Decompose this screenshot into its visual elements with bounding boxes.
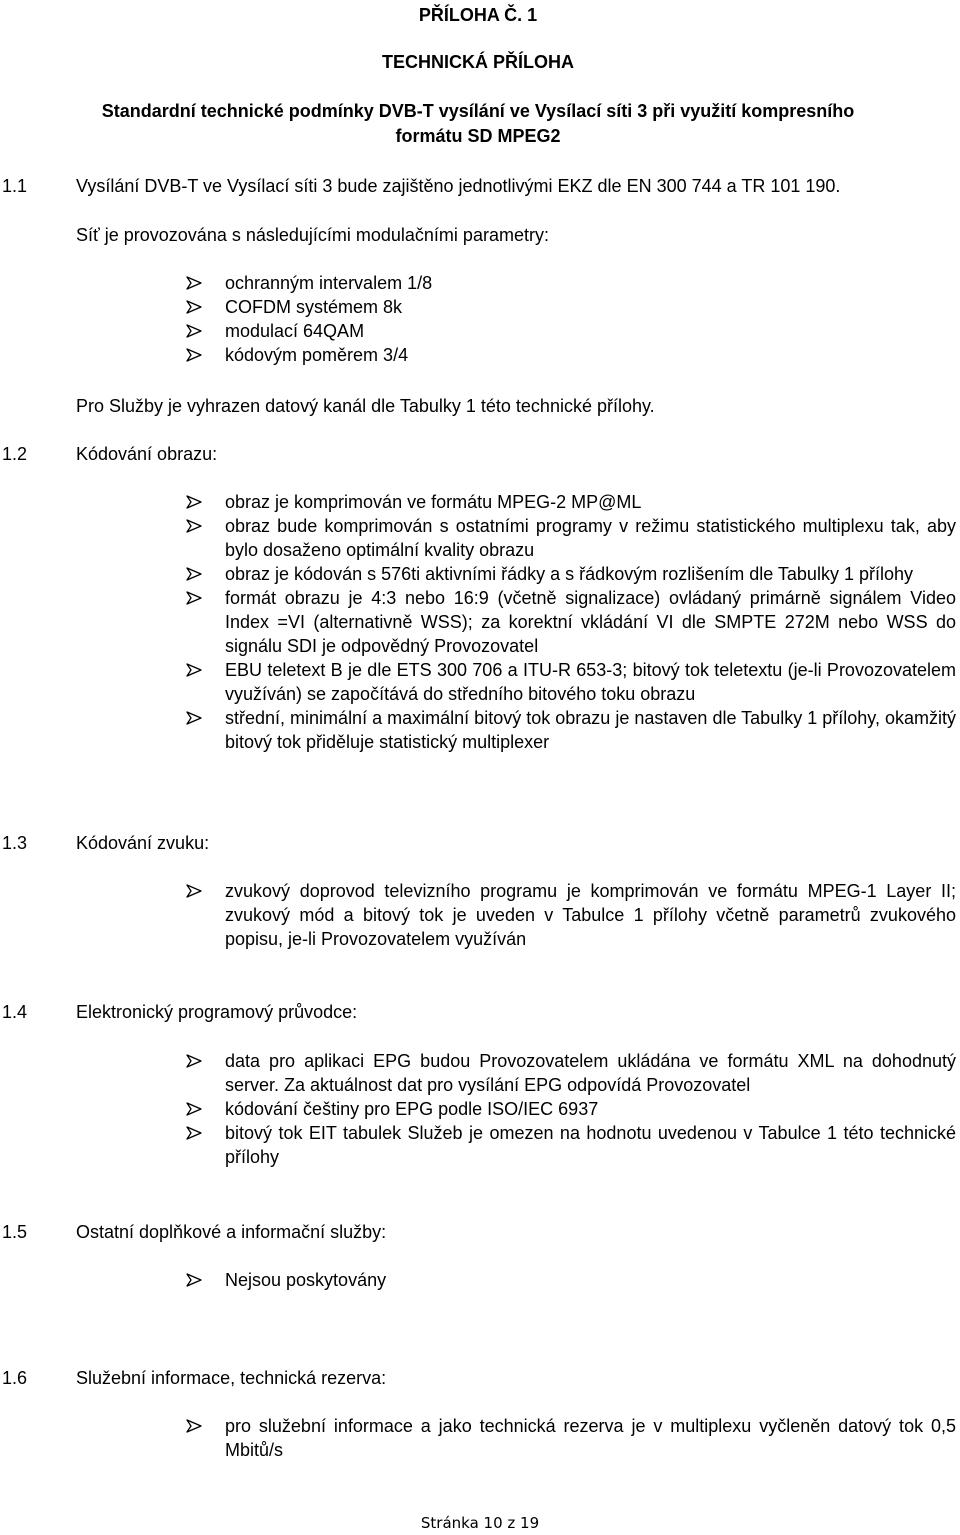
section-1-1-text: Vysílání DVB-T ve Vysílací síti 3 bude zajištěno jednotlivými EKZ dle EN 300 744 a TR 101 190. xyxy=(76,176,841,196)
list-item-text: obraz je kódován s 576ti aktivními řádky a s řádkovým rozlišením dle Tabulky 1 přílohy xyxy=(225,564,913,584)
section-1-1-number: 1.1 xyxy=(2,176,28,196)
arrow-bullet-icon xyxy=(186,711,202,725)
list-item-text: formát obrazu je 4:3 nebo 16:9 (včetně signalizace) ovládaný primárně signálem Video Index =VI (alternativně WSS); za korektní vkládání VI dle SMPTE 272M nebo WSS do signálu SDI je odpovědný Provozovatel xyxy=(225,588,956,656)
document-title: TECHNICKÁ PŘÍLOHA xyxy=(382,52,574,72)
section-1-6-list xyxy=(186,1414,956,1462)
list-item xyxy=(186,706,956,754)
list-item xyxy=(186,514,956,562)
section-1-5-title: Ostatní doplňkové a informační služby: xyxy=(76,1222,387,1242)
list-item-text: data pro aplikaci EPG budou Provozovatelem ukládána ve formátu XML na dohodnutý server. Za aktuálnost dat pro vysílání EPG odpovídá Provozovatel xyxy=(225,1051,956,1095)
list-item-text: bitový tok EIT tabulek Služeb je omezen na hodnotu uvedenou v Tabulce 1 této technické přílohy xyxy=(225,1123,956,1167)
section-1-1-text2: Síť je provozována s následujícími modulačními parametry: xyxy=(76,225,549,245)
arrow-bullet-icon xyxy=(186,591,202,605)
list-item xyxy=(186,490,956,514)
section-1-1-note: Pro Služby je vyhrazen datový kanál dle Tabulky 1 této technické přílohy. xyxy=(76,396,655,416)
list-item-text: Nejsou poskytovány xyxy=(225,1270,387,1290)
list-item-text: kódovým poměrem 3/4 xyxy=(225,345,409,365)
section-1-3-list xyxy=(186,879,956,951)
list-item xyxy=(186,1121,956,1169)
section-1-6-title: Služební informace, technická rezerva: xyxy=(76,1368,387,1388)
arrow-bullet-icon xyxy=(186,348,202,362)
annex-title: PŘÍLOHA Č. 1 xyxy=(418,5,538,25)
list-item-text: kódování češtiny pro EPG podle ISO/IEC 6937 xyxy=(225,1099,599,1119)
arrow-bullet-icon xyxy=(186,324,202,338)
document-subtitle-line1: Standardní technické podmínky DVB-T vysílání ve Vysílací síti 3 při využití kompresního xyxy=(101,101,855,121)
list-item xyxy=(186,1097,956,1121)
list-item-text: EBU teletext B je dle ETS 300 706 a ITU-R 653-3; bitový tok teletextu (je-li Provozovatelem využíván) se započítává do středního bitového toku obrazu xyxy=(225,660,956,704)
section-1-4-list xyxy=(186,1049,956,1169)
arrow-bullet-icon xyxy=(186,1273,202,1287)
list-item xyxy=(186,1268,956,1292)
list-item-text: pro služební informace a jako technická rezerva je v multiplexu vyčleněn datový tok 0,5 Mbitů/s xyxy=(225,1416,956,1460)
arrow-bullet-icon xyxy=(186,1102,202,1116)
section-1-2-number: 1.2 xyxy=(2,444,28,464)
section-1-5-number: 1.5 xyxy=(2,1222,28,1242)
list-item xyxy=(186,271,956,295)
list-item xyxy=(186,879,956,951)
list-item-text: střední, minimální a maximální bitový tok obrazu je nastaven dle Tabulky 1 přílohy, okamžitý bitový tok přiděluje statistický multiplexer xyxy=(225,708,956,752)
section-1-1-list xyxy=(186,271,956,367)
arrow-bullet-icon xyxy=(186,300,202,314)
list-item xyxy=(186,562,956,586)
arrow-bullet-icon xyxy=(186,567,202,581)
list-item xyxy=(186,1049,956,1097)
arrow-bullet-icon xyxy=(186,1126,202,1140)
arrow-bullet-icon xyxy=(186,276,202,290)
list-item xyxy=(186,343,956,367)
arrow-bullet-icon xyxy=(186,1419,202,1433)
list-item-text: zvukový doprovod televizního programu je komprimován ve formátu MPEG-1 Layer II; zvukový mód a bitový tok je uveden v Tabulce 1 přílohy včetně parametrů zvukového popisu, je-li Provozovatelem využíván xyxy=(225,881,956,949)
section-1-3-title: Kódování zvuku: xyxy=(76,833,210,853)
list-item xyxy=(186,658,956,706)
section-1-4-number: 1.4 xyxy=(2,1002,28,1022)
section-1-6-number: 1.6 xyxy=(2,1368,28,1388)
list-item xyxy=(186,319,956,343)
section-1-5-list xyxy=(186,1268,956,1292)
section-1-4-title: Elektronický programový průvodce: xyxy=(76,1002,358,1022)
list-item-text: obraz bude komprimován s ostatními programy v režimu statistického multiplexu tak, aby bylo dosaženo optimální kvality obrazu xyxy=(225,516,956,560)
list-item xyxy=(186,586,956,658)
list-item-text: ochranným intervalem 1/8 xyxy=(225,273,433,293)
section-1-2-list xyxy=(186,490,956,754)
list-item-text: COFDM systémem 8k xyxy=(225,297,403,317)
arrow-bullet-icon xyxy=(186,1054,202,1068)
list-item-text: modulací 64QAM xyxy=(225,321,365,341)
list-item xyxy=(186,1414,956,1462)
arrow-bullet-icon xyxy=(186,519,202,533)
arrow-bullet-icon xyxy=(186,884,202,898)
list-item xyxy=(186,295,956,319)
section-1-2-title: Kódování obrazu: xyxy=(76,444,218,464)
arrow-bullet-icon xyxy=(186,495,202,509)
section-1-3-number: 1.3 xyxy=(2,833,28,853)
arrow-bullet-icon xyxy=(186,663,202,677)
document-subtitle-line2: formátu SD MPEG2 xyxy=(395,126,561,146)
list-item-text: obraz je komprimován ve formátu MPEG-2 MP@ML xyxy=(225,492,642,512)
page-footer: Stránka 10 z 19 xyxy=(420,1514,540,1532)
